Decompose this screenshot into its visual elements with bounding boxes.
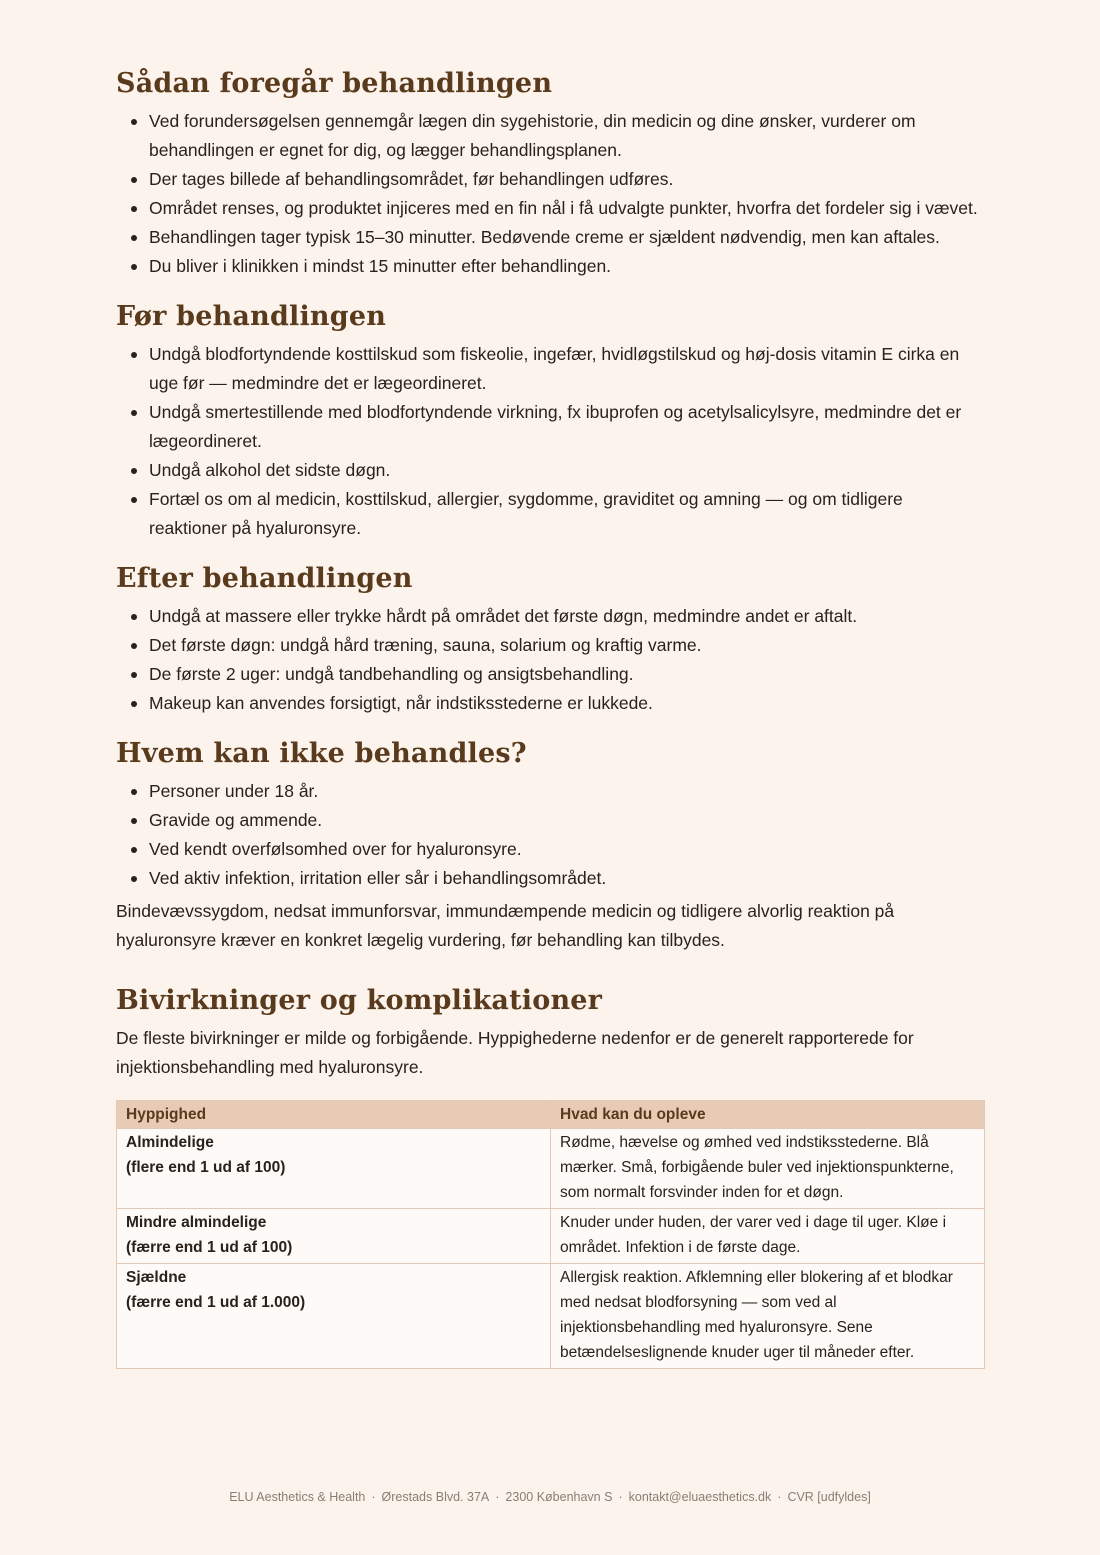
list-item: Undgå alkohol det sidste døgn. [149,456,984,485]
frequency-detail: (færre end 1 ud af 100) [126,1239,293,1256]
footer-city: 2300 København S [505,1490,613,1504]
contraindications-list [116,777,984,893]
side-effects-intro: De fleste bivirkninger er milde og forbigående. Hyppighederne nedenfor er de generelt rapporterede for injektionsbehandling med hyaluronsyre. [116,1028,914,1077]
footer-company: ELU Aesthetics & Health [229,1490,366,1504]
frequency-cell [117,1209,551,1264]
after-section [116,563,984,718]
table-row [117,1129,985,1209]
after-heading: Efter behandlingen [116,563,413,594]
list-item: Behandlingen tager typisk 15–30 minutter. Bedøvende creme er sjældent nødvendig, men kan aftales. [149,223,984,252]
column-header-frequency: Hyppighed [117,1101,551,1129]
list-item: Ved aktiv infektion, irritation eller sår i behandlingsområdet. [149,864,984,893]
list-item: Du bliver i klinikken i mindst 15 minutter efter behandlingen. [149,252,984,281]
contraindications-section [116,738,984,955]
footer-email[interactable]: kontakt@eluaesthetics.dk [628,1490,772,1504]
footer-address: Ørestads Blvd. 37A [381,1490,490,1504]
side-effects-heading: Bivirkninger og komplikationer [116,985,603,1016]
table-row [117,1264,985,1369]
description-cell: Knuder under huden, der varer ved i dage til uger. Kløe i området. Infektion i de første dage. [551,1209,985,1264]
column-header-description: Hvad kan du opleve [551,1101,985,1129]
footer-separator: · [495,1490,500,1504]
list-item: Undgå blodfortyndende kosttilskud som fiskeolie, ingefær, hvidløgstilskud og høj-dosis vitamin E cirka en uge før — medmindre det er lægeordineret. [149,340,984,398]
footer-cvr: CVR [udfyldes] [787,1490,871,1504]
table-row [117,1209,985,1264]
list-item: Makeup kan anvendes forsigtigt, når indstiksstederne er lukkede. [149,689,984,718]
contraindications-heading: Hvem kan ikke behandles? [116,738,527,769]
list-item: Ved kendt overfølsomhed over for hyaluronsyre. [149,835,984,864]
table-header-row [117,1101,985,1129]
list-item: Det første døgn: undgå hård træning, sauna, solarium og kraftig varme. [149,631,984,660]
footer-separator: · [777,1490,782,1504]
before-heading: Før behandlingen [116,301,387,332]
frequency-cell [117,1129,551,1209]
after-list [116,602,984,718]
before-section [116,301,984,543]
footer-separator: · [371,1490,376,1504]
frequency-detail: (flere end 1 ud af 100) [126,1159,286,1176]
list-item: Fortæl os om al medicin, kosttilskud, allergier, sygdomme, graviditet og amning — og om tidligere reaktioner på hyaluronsyre. [149,485,984,543]
side-effects-section [116,985,984,1369]
footer-separator: · [618,1490,623,1504]
procedure-section [116,68,984,281]
list-item: De første 2 uger: undgå tandbehandling og ansigtsbehandling. [149,660,984,689]
description-cell: Rødme, hævelse og ømhed ved indstiksstederne. Blå mærker. Små, forbigående buler ved injektionspunkterne, som normalt forsvinder inden for et døgn. [551,1129,985,1209]
frequency-label: Almindelige [126,1134,214,1151]
procedure-list [116,107,984,281]
description-cell: Allergisk reaktion. Afklemning eller blokering af et blodkar med nedsat blodforsyning — som ved al injektionsbehandling med hyaluronsyre. Sene betændelseslignende knuder uger til måneder efter. [551,1264,985,1369]
procedure-heading: Sådan foregår behandlingen [116,68,553,99]
contraindications-note: Bindevævssygdom, nedsat immunforsvar, immundæmpende medicin og tidligere alvorlig reaktion på hyaluronsyre kræver en konkret lægelig vurdering, før behandling kan tilbydes. [116,901,895,950]
frequency-label: Mindre almindelige [126,1214,267,1231]
frequency-detail: (færre end 1 ud af 1.000) [126,1294,306,1311]
before-list [116,340,984,543]
list-item: Undgå smertestillende med blodfortyndende virkning, fx ibuprofen og acetylsalicylsyre, medmindre det er lægeordineret. [149,398,984,456]
list-item: Området renses, og produktet injiceres med en fin nål i få udvalgte punkter, hvorfra det fordeler sig i vævet. [149,194,984,223]
list-item: Undgå at massere eller trykke hårdt på området det første døgn, medmindre andet er aftalt. [149,602,984,631]
list-item: Der tages billede af behandlingsområdet, før behandlingen udføres. [149,165,984,194]
list-item: Gravide og ammende. [149,806,984,835]
page-footer [0,1490,1100,1504]
list-item: Personer under 18 år. [149,777,984,806]
list-item: Ved forundersøgelsen gennemgår lægen din sygehistorie, din medicin og dine ønsker, vurderer om behandlingen er egnet for dig, og lægger behandlingsplanen. [149,107,984,165]
side-effects-table [116,1100,985,1369]
frequency-cell [117,1264,551,1369]
frequency-label: Sjældne [126,1269,187,1286]
